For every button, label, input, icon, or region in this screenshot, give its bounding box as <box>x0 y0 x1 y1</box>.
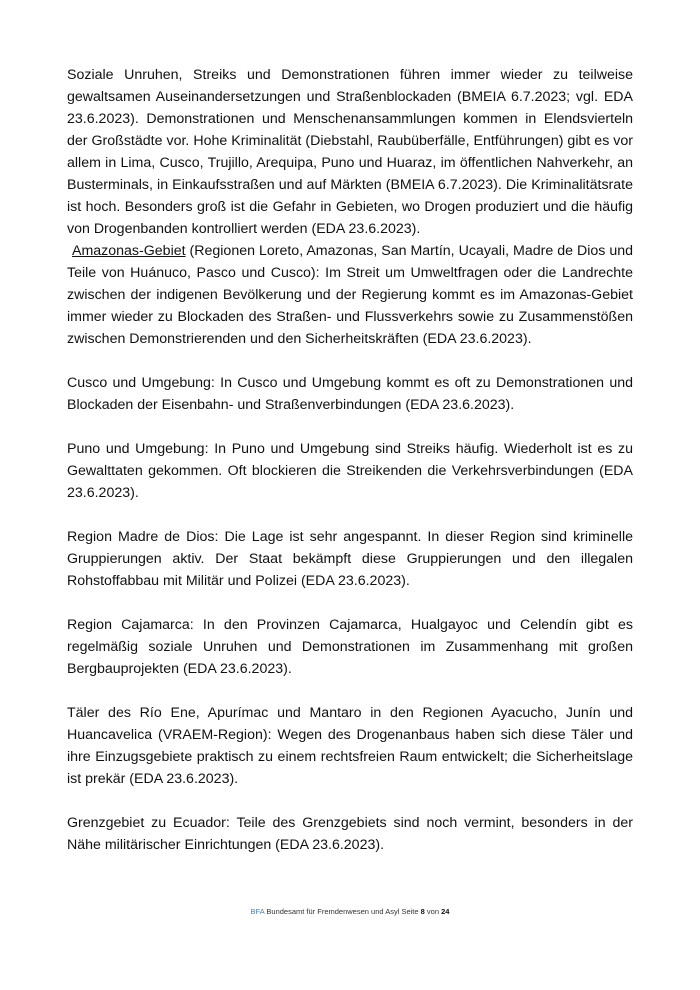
paragraph-amazonas <box>67 240 633 350</box>
paragraph-cajamarca: Region Cajamarca: In den Provinzen Cajamarca, Hualgayoc und Celendín gibt es regelmäßig soziale Unruhen und Demonstrationen im Zusammenhang mit großen Bergbauprojekten (EDA 23.6.2023). <box>67 617 633 677</box>
bfa-logo-text: BFA <box>250 907 265 916</box>
document-body <box>67 64 633 878</box>
page-number-current: 8 <box>420 907 425 916</box>
paragraph-puno: Puno und Umgebung: In Puno und Umgebung sind Streiks häufig. Wiederholt ist es zu Gewalttaten gekommen. Oft blockieren die Streikenden die Verkehrsverbindungen (EDA 23.6.2023). <box>67 441 633 501</box>
paragraph-madre-de-dios: Region Madre de Dios: Die Lage ist sehr angespannt. In dieser Region sind kriminelle Gruppierungen aktiv. Der Staat bekämpft diese Gruppierungen und den illegalen Rohstoffabbau mit Militär und Polizei (EDA 23.6.2023). <box>67 529 633 589</box>
paragraph-ecuador: Grenzgebiet zu Ecuador: Teile des Grenzgebiets sind noch vermint, besonders in der Nähe militärischer Einrichtungen (EDA 23.6.2023). <box>67 815 633 853</box>
footer-org-label: Bundesamt für Fremdenwesen und Asyl Seite <box>264 907 421 916</box>
paragraph-cusco: Cusco und Umgebung: In Cusco und Umgebung kommt es oft zu Demonstrationen und Blockaden der Eisenbahn- und Straßenverbindungen (EDA 23.6.2023). <box>67 375 633 413</box>
paragraph-general-security: Soziale Unruhen, Streiks und Demonstrationen führen immer wieder zu teilweise gewaltsamen Auseinandersetzungen und Straßenblockaden (BMEIA 6.7.2023; vgl. EDA 23.6.2023). Demonstrationen und Menschenansammlungen kommen in Elendsvierteln der Großstädte vor. Hohe Kriminalität (Diebstahl, Raubüberfälle, Entführungen) gibt es vor allem in Lima, Cusco, Trujillo, Arequipa, Puno und Huaraz, im öffentlichen Nahverkehr, an Busterminals, in Einkaufsstraßen und auf Märkten (BMEIA 6.7.2023). Die Kriminalitätsrate ist hoch. Besonders groß ist die Gefahr in Gebieten, wo Drogen produziert und die häufig von Drogenbanden kontrolliert werden (EDA 23.6.2023). <box>67 67 633 237</box>
paragraph-vraem: Täler des Río Ene, Apurímac und Mantaro in den Regionen Ayacucho, Junín und Huancavelica (VRAEM-Region): Wegen des Drogenanbaus haben sich diese Täler und ihre Einzugsgebiete praktisch zu einem rechtsfreien Raum entwickelt; die Sicherheitslage ist prekär (EDA 23.6.2023). <box>67 705 633 787</box>
page-footer <box>0 907 700 917</box>
paragraph-amazonas-text: (Regionen Loreto, Amazonas, San Martín, Ucayali, Madre de Dios und Teile von Huánuco, Pasco und Cusco): Im Streit um Umweltfragen oder die Landrechte zwischen der indigenen Bevölkerung und der Regierung kommt es im Amazonas-Gebiet immer wieder zu Blockaden des Straßen- und Flussverkehrs sowie zu Zusammenstößen zwischen Demonstrierenden und den Sicherheitskräften (EDA 23.6.2023). <box>67 243 633 347</box>
page-number-total: 24 <box>441 907 450 916</box>
page-number-separator: von <box>424 907 442 916</box>
amazonas-gebiet-link[interactable]: Amazonas-Gebiet <box>72 243 186 259</box>
